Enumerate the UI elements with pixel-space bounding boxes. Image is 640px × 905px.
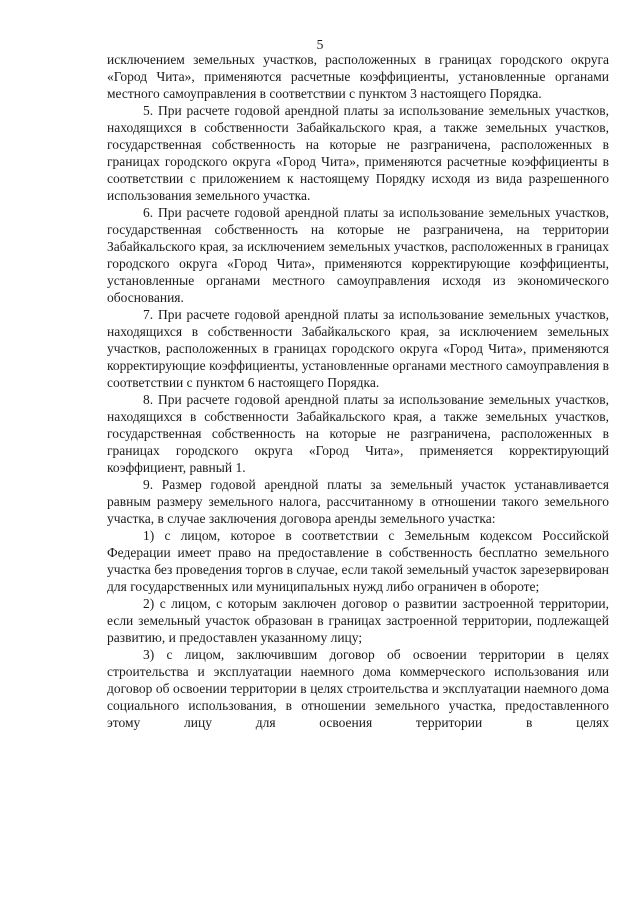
paragraph-continuation: исключением земельных участков, расположенных в границах городского округа «Город Чита», применяются расчетные коэффициенты, установленные органами местного самоуправления в соответствии с пунктом 3 настоящего Порядка. (107, 52, 609, 101)
paragraph-item-8: 8. При расчете годовой арендной платы за использование земельных участков, находящихся в собственности Забайкальского края, а также земельных участков, государственная собственность на которые не разграничена, расположенных в границах городского округа «Город Чита», применяется корректирующий коэффициент, равный 1. (107, 392, 609, 475)
subitem-1: 1) с лицом, которое в соответствии с Земельным кодексом Российской Федерации имеет право на предоставление в собственность бесплатно земельного участка без проведения торгов в случае, если такой земельный участок зарезервирован для государственных или муниципальных нужд либо ограничен в обороте; (107, 528, 609, 594)
paragraph-item-9: 9. Размер годовой арендной платы за земельный участок устанавливается равным размеру земельного налога, рассчитанному в отношении такого земельного участка, в случае заключения договора аренды земельного участка: (107, 477, 609, 526)
paragraph-item-7: 7. При расчете годовой арендной платы за использование земельных участков, находящихся в собственности Забайкальского края, за исключением земельных участков, расположенных в границах городского округа «Город Чита», применяются корректирующие коэффициенты, установленные органами местного самоуправления в соответствии с пунктом 6 настоящего Порядка. (107, 307, 609, 390)
page-number: 5 (316, 37, 324, 52)
subitem-3: 3) с лицом, заключившим договор об освоении территории в целях строительства и эксплуатации наемного дома коммерческого использования или договор об освоении территории в целях строительства и эксплуатации наемного дома социального использования, в отношении земельного участка, предоставленного этому лицу для освоения территории в целях (107, 647, 609, 730)
paragraph-item-6: 6. При расчете годовой арендной платы за использование земельных участков, государственная собственность на которые не разграничена, на территории Забайкальского края, за исключением земельных участков, расположенных в границах городского округа «Город Чита», применяются корректирующие коэффициенты, установленные органами местного самоуправления исходя из экономического обоснования. (107, 205, 609, 305)
paragraph-item-5: 5. При расчете годовой арендной платы за использование земельных участков, находящихся в собственности Забайкальского края, а также земельных участков, государственная собственность на которые не разграничена, расположенных в границах городского округа «Город Чита», применяются расчетные коэффициенты в соответствии с приложением к настоящему Порядку исходя из вида разрешенного использования земельного участка. (107, 103, 609, 203)
subitem-2: 2) с лицом, с которым заключен договор о развитии застроенной территории, если земельный участок образован в границах застроенной территории, подлежащей развитию, и предоставлен указанному лицу; (107, 596, 609, 645)
document-body (107, 51, 609, 731)
